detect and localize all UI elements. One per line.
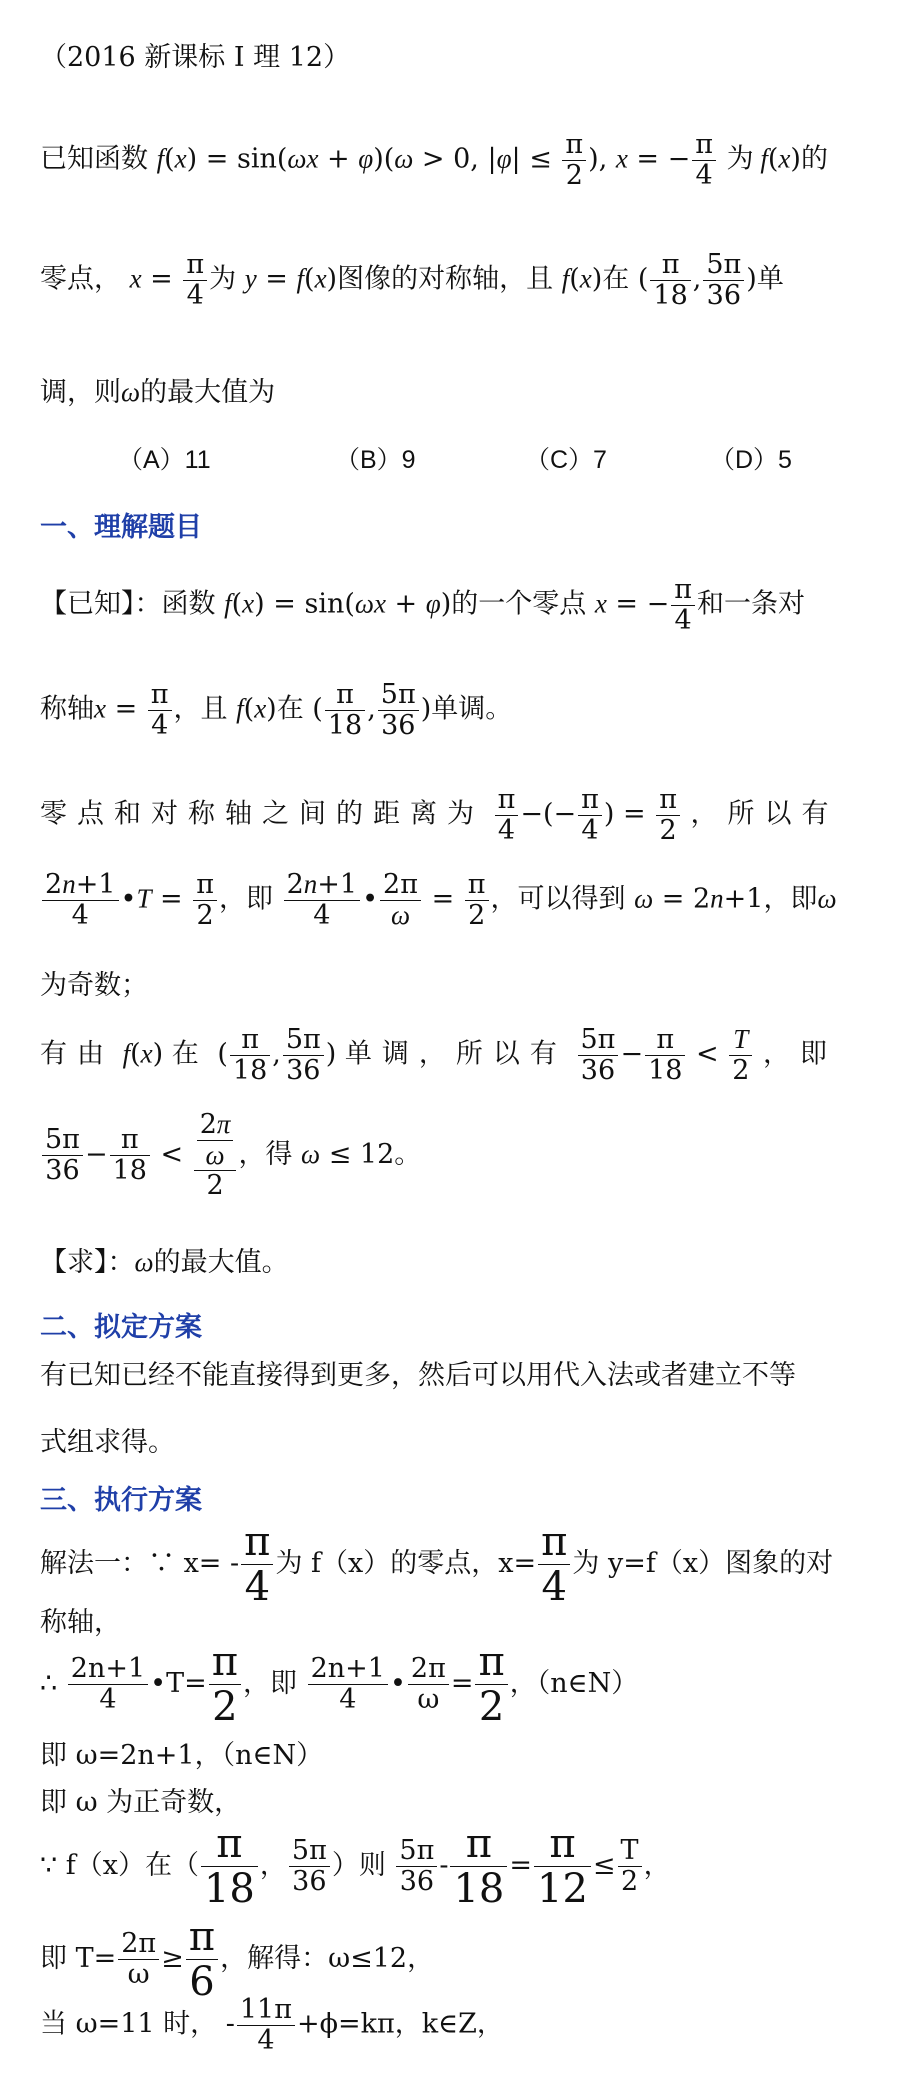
monotone-line: 有由 f(x) 在 ( $\frac{\pi}{18}$ , $\frac{5\pi}{36}$ ) 单调，所以有 $\frac{5\pi}{36}$ − $\frac{\pi}{18}$ < $\frac{T}{2}$ ，即 xyxy=(40,1024,837,1086)
solution-line-8: 当 ω=11 时， - $\frac{11\pi}{4}$ +ϕ=kπ，k∈Z， xyxy=(40,1994,504,2056)
section-heading-understand: 一、理解题目 xyxy=(40,512,202,543)
axis-line: 称轴x = $\frac{\pi}{4}$ ，且 f(x)在 ( $\frac{\pi}{18}$ , $\frac{5\pi}{36}$ )单调。 xyxy=(40,679,513,741)
solution-line-2: 称轴， xyxy=(40,1607,121,1638)
plan-text-1: 有已知已经不能直接得到更多，然后可以用代入法或者建立不等 xyxy=(40,1360,796,1391)
option-a[interactable]: （A）11 xyxy=(118,446,211,474)
solution-line-5: 即 ω 为正奇数， xyxy=(40,1787,242,1818)
option-d[interactable]: （D）5 xyxy=(710,446,792,474)
option-c[interactable]: （C）7 xyxy=(525,446,607,474)
inequality-line: $\frac{5\pi}{36}$ − $\frac{\pi}{18}$ < $\frac{\frac{2\pi}{\omega}}{2}$ ，得 ω ≤ 12。 xyxy=(40,1110,860,1201)
source-tag: （2016 新课标 I 理 12） xyxy=(40,42,351,73)
solution-line-1: 解法一：∵ x= - $\frac{\pi}{4}$ 为 f（x）的零点，x= $\frac{\pi}{4}$ 为 y=f（x）图象的对 xyxy=(40,1519,834,1610)
seek-line: 【求】：ω的最大值。 xyxy=(40,1247,289,1278)
known-line: 【已知】：函数 f(x) = sin(ωx + φ)的一个零点 x = − $\frac{\pi}{4}$ 和一条对 xyxy=(40,574,805,636)
solution-line-7: 即 T= $\frac{2\pi}{\omega}$ ≥ $\frac{\pi}{6}$ ，解得：ω≤12， xyxy=(40,1914,435,2005)
period-line: $\frac{2n+1}{4}$ •T = $\frac{\pi}{2}$ ，即 $\frac{2n+1}{4}$ • $\frac{2\pi}{\omega}$ = $\frac{\pi}{2}$ ，可以得到 ω = 2n+1，即ω xyxy=(40,870,860,930)
section-heading-execute: 三、执行方案 xyxy=(40,1485,202,1516)
problem-line-3: 调，则ω的最大值为 xyxy=(40,377,276,408)
distance-line: 零点和对称轴之间的距离为 $\frac{\pi}{4}$ −(− $\frac{\pi}{4}$ ) = $\frac{\pi}{2}$ ，所以有 xyxy=(40,784,839,846)
solution-line-6: ∵ f（x）在（ $\frac{\pi}{18}$ ， $\frac{5\pi}{36}$ ）则 $\frac{5\pi}{36}$ - $\frac{\pi}{18}$ = $\frac{\pi}{12}$ ≤ $\frac{T}{2}$ ， xyxy=(40,1821,671,1912)
solution-line-4: 即 ω=2n+1，（n∈N） xyxy=(40,1740,324,1771)
problem-line-2: 零点， x = $\frac{\pi}{4}$ 为 y = f(x)图像的对称轴，且 f(x)在 ( $\frac{\pi}{18}$ , $\frac{5\pi}{36}$ )单 xyxy=(40,249,784,311)
problem-line-1: 已知函数 f(x) = sin(ωx + φ)(ω > 0, |φ| ≤ $\frac{\pi}{2}$ ), x = − $\frac{\pi}{4}$ 为 f(x)的 xyxy=(40,129,828,191)
section-heading-plan: 二、拟定方案 xyxy=(40,1312,202,1343)
plan-text-2: 式组求得。 xyxy=(40,1427,175,1458)
option-b[interactable]: （B）9 xyxy=(335,446,416,474)
solution-line-3: ∴ $\frac{2n+1}{4}$ •T= $\frac{\pi}{2}$ ，即 $\frac{2n+1}{4}$ • $\frac{2\pi}{\omega}$ = $\frac{\pi}{2}$ ，（n∈N） xyxy=(40,1639,639,1730)
odd-line: 为奇数； xyxy=(40,970,148,1001)
